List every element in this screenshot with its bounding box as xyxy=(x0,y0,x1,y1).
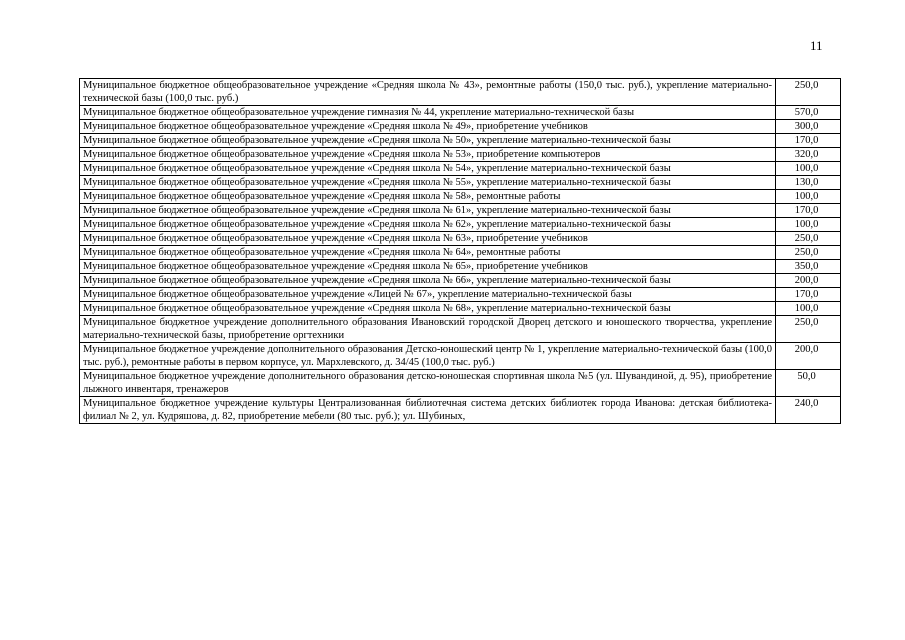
row-description: Муниципальное бюджетное общеобразовательное учреждение «Средняя школа № 50», укрепление материально-технической базы xyxy=(80,134,776,148)
row-amount: 570,0 xyxy=(776,106,841,120)
allocation-table xyxy=(79,78,841,424)
row-amount: 100,0 xyxy=(776,218,841,232)
row-description: Муниципальное бюджетное общеобразовательное учреждение «Средняя школа № 64», ремонтные работы xyxy=(80,246,776,260)
row-amount: 170,0 xyxy=(776,204,841,218)
row-amount: 100,0 xyxy=(776,302,841,316)
row-amount: 100,0 xyxy=(776,162,841,176)
row-description: Муниципальное бюджетное общеобразовательное учреждение «Средняя школа № 49», приобретение учебников xyxy=(80,120,776,134)
table-row xyxy=(80,397,841,424)
table-row xyxy=(80,274,841,288)
row-amount: 250,0 xyxy=(776,246,841,260)
table-row xyxy=(80,370,841,397)
row-amount: 130,0 xyxy=(776,176,841,190)
table-row xyxy=(80,218,841,232)
row-amount: 170,0 xyxy=(776,134,841,148)
row-amount: 320,0 xyxy=(776,148,841,162)
row-description: Муниципальное бюджетное общеобразовательное учреждение «Средняя школа № 65», приобретение учебников xyxy=(80,260,776,274)
table-row xyxy=(80,288,841,302)
row-description: Муниципальное бюджетное учреждение культуры Централизованная библиотечная система детских библиотек города Иванова: детская библиотека-филиал № 2, ул. Кудряшова, д. 82, приобретение мебели (80 тыс. руб.); ул. Шубиных, xyxy=(80,397,776,424)
table-row xyxy=(80,316,841,343)
row-amount: 250,0 xyxy=(776,316,841,343)
row-amount: 200,0 xyxy=(776,274,841,288)
row-amount: 300,0 xyxy=(776,120,841,134)
table-row xyxy=(80,176,841,190)
row-description: Муниципальное бюджетное общеобразовательное учреждение «Средняя школа № 66», укрепление материально-технической базы xyxy=(80,274,776,288)
table-row xyxy=(80,260,841,274)
row-amount: 350,0 xyxy=(776,260,841,274)
row-amount: 50,0 xyxy=(776,370,841,397)
row-description: Муниципальное бюджетное учреждение дополнительного образования детско-юношеская спортивная школа №5 (ул. Шувандиной, д. 95), приобретение лыжного инвентаря, тренажеров xyxy=(80,370,776,397)
table-row xyxy=(80,204,841,218)
row-description: Муниципальное бюджетное общеобразовательное учреждение «Средняя школа № 61», укрепление материально-технической базы xyxy=(80,204,776,218)
row-amount: 200,0 xyxy=(776,343,841,370)
table-row xyxy=(80,162,841,176)
table-row xyxy=(80,246,841,260)
row-description: Муниципальное бюджетное общеобразовательное учреждение «Средняя школа № 68», укрепление материально-технической базы xyxy=(80,302,776,316)
row-description: Муниципальное бюджетное учреждение дополнительного образования Ивановский городской Дворец детского и юношеского творчества, укрепление материально-технической базы, приобретение оргтехники xyxy=(80,316,776,343)
row-description: Муниципальное бюджетное учреждение дополнительного образования Детско-юношеский центр № 1, укрепление материально-технической базы (100,0 тыс. руб.), ремонтные работы в первом корпусе, ул. Мархлевского, д. 34/45 (100,0 тыс. руб.) xyxy=(80,343,776,370)
table-row xyxy=(80,120,841,134)
row-description: Муниципальное бюджетное общеобразовательное учреждение «Средняя школа № 53», приобретение компьютеров xyxy=(80,148,776,162)
table-row xyxy=(80,232,841,246)
table-row xyxy=(80,148,841,162)
row-description: Муниципальное бюджетное общеобразовательное учреждение «Средняя школа № 54», укрепление материально-технической базы xyxy=(80,162,776,176)
row-amount: 170,0 xyxy=(776,288,841,302)
table-row xyxy=(80,79,841,106)
row-description: Муниципальное бюджетное общеобразовательное учреждение «Средняя школа № 55», укрепление материально-технической базы xyxy=(80,176,776,190)
row-amount: 100,0 xyxy=(776,190,841,204)
row-description: Муниципальное бюджетное общеобразовательное учреждение «Средняя школа № 63», приобретение учебников xyxy=(80,232,776,246)
row-description: Муниципальное бюджетное общеобразовательное учреждение «Средняя школа № 43», ремонтные работы (150,0 тыс. руб.), укрепление материально-технической базы (100,0 тыс. руб.) xyxy=(80,79,776,106)
row-description: Муниципальное бюджетное общеобразовательное учреждение «Средняя школа № 62», укрепление материально-технической базы xyxy=(80,218,776,232)
row-description: Муниципальное бюджетное общеобразовательное учреждение гимназия № 44, укрепление материально-технической базы xyxy=(80,106,776,120)
page-number: 11 xyxy=(810,38,823,53)
row-amount: 240,0 xyxy=(776,397,841,424)
table-row xyxy=(80,190,841,204)
table-row xyxy=(80,302,841,316)
row-description: Муниципальное бюджетное общеобразовательное учреждение «Лицей № 67», укрепление материально-технической базы xyxy=(80,288,776,302)
table-row xyxy=(80,134,841,148)
row-amount: 250,0 xyxy=(776,79,841,106)
table-row xyxy=(80,343,841,370)
row-amount: 250,0 xyxy=(776,232,841,246)
table-row xyxy=(80,106,841,120)
row-description: Муниципальное бюджетное общеобразовательное учреждение «Средняя школа № 58», ремонтные работы xyxy=(80,190,776,204)
